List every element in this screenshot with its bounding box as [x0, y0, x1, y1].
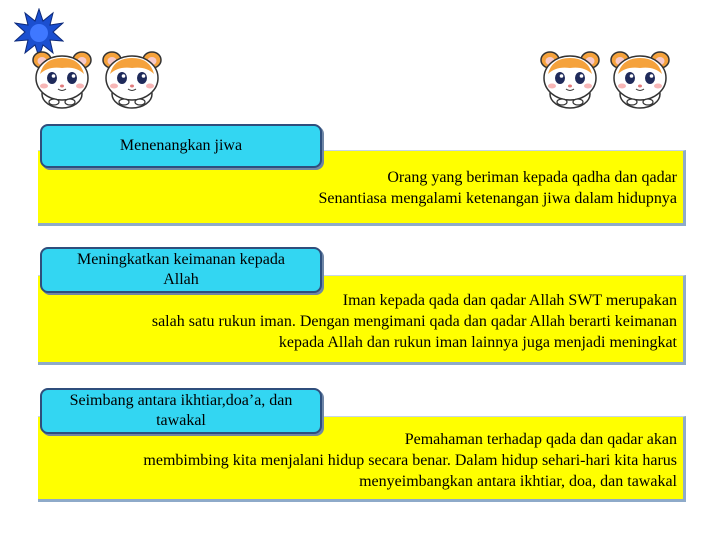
hamster-icon [100, 44, 164, 110]
hamster-icon [30, 44, 94, 110]
section-card-2 [38, 247, 686, 367]
section-line: Orang yang beriman kepada qadha dan qadar [387, 169, 677, 186]
section-line: Senantiasa mengalami ketenangan jiwa dalam hidupnya [318, 190, 677, 207]
section-heading: Menenangkan jiwa [119, 137, 243, 154]
section-body-2 [152, 290, 677, 353]
section-heading-line: Allah [163, 271, 199, 288]
section-line: Pemahaman terhadap qada dan qadar akan [404, 431, 677, 448]
section-body-3 [143, 429, 677, 492]
section-heading-line: Seimbang antara ikhtiar,doa’a, dan [69, 392, 293, 409]
section-line: menyeimbangkan antara ikhtiar, doa, dan tawakal [359, 473, 677, 490]
section-heading-tab-1 [40, 124, 322, 168]
hamster-icon [608, 44, 672, 110]
section-line: salah satu rukun iman. Dengan mengimani qada dan qadar Allah berarti keimanan [151, 313, 677, 330]
section-heading-tab-2 [40, 247, 322, 293]
hamster-icon [538, 44, 602, 110]
section-heading-line: Meningkatkan keimanan kepada [77, 251, 285, 268]
section-heading-tab-3 [40, 388, 322, 434]
section-line: Iman kepada qada dan qadar Allah SWT merupakan [342, 292, 677, 309]
section-heading-line: tawakal [156, 412, 206, 429]
section-card-1 [38, 124, 686, 228]
section-body-1 [318, 167, 677, 209]
section-line: kepada Allah dan rukun iman lainnya juga menjadi meningkat [278, 334, 677, 351]
section-card-3 [38, 388, 686, 504]
section-line: membimbing kita menjalani hidup secara benar. Dalam hidup sehari-hari kita harus [143, 452, 677, 469]
